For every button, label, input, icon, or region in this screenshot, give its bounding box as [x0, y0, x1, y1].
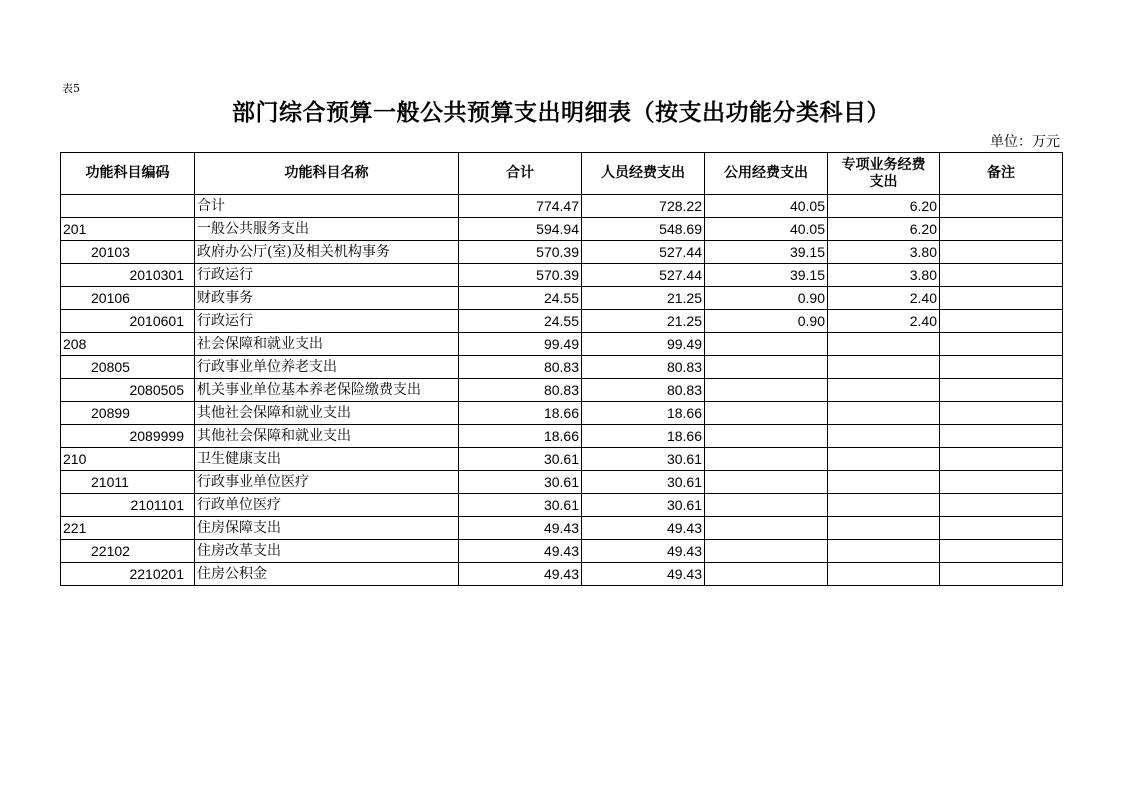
row-note-cell — [940, 310, 1063, 333]
row-public-cell — [705, 471, 828, 494]
row-name-cell: 住房保障支出 — [195, 517, 459, 540]
row-code-cell — [61, 195, 195, 218]
table-row — [61, 333, 1063, 356]
row-special-cell — [828, 494, 940, 517]
row-personnel-cell: 80.83 — [582, 379, 705, 402]
row-total-cell: 99.49 — [459, 333, 582, 356]
row-personnel-cell: 80.83 — [582, 356, 705, 379]
page-title: 部门综合预算一般公共预算支出明细表（按支出功能分类科目） — [232, 100, 890, 126]
table-row — [61, 195, 1063, 218]
row-special-cell — [828, 425, 940, 448]
row-name-cell: 财政事务 — [195, 287, 459, 310]
row-special-cell: 6.20 — [828, 218, 940, 241]
table-row — [61, 540, 1063, 563]
table-row — [61, 563, 1063, 586]
col-header-special — [828, 153, 940, 195]
row-public-cell: 0.90 — [705, 310, 828, 333]
row-personnel-cell: 49.43 — [582, 540, 705, 563]
row-name-cell: 社会保障和就业支出 — [195, 333, 459, 356]
row-public-cell — [705, 563, 828, 586]
table-row — [61, 402, 1063, 425]
row-total-cell: 49.43 — [459, 540, 582, 563]
row-total-cell: 30.61 — [459, 494, 582, 517]
row-public-cell: 39.15 — [705, 241, 828, 264]
row-name-cell: 合计 — [195, 195, 459, 218]
row-total-cell: 30.61 — [459, 448, 582, 471]
col-header-name: 功能科目名称 — [195, 153, 459, 195]
row-code-cell: 208 — [61, 333, 195, 356]
row-total-cell: 30.61 — [459, 471, 582, 494]
row-total-cell: 80.83 — [459, 356, 582, 379]
row-total-cell: 80.83 — [459, 379, 582, 402]
col-header-public: 公用经费支出 — [705, 153, 828, 195]
row-name-cell: 机关事业单位基本养老保险缴费支出 — [195, 379, 459, 402]
row-personnel-cell: 99.49 — [582, 333, 705, 356]
col-header-note: 备注 — [940, 153, 1063, 195]
table-row — [61, 264, 1063, 287]
row-code-cell: 2080505 — [61, 379, 195, 402]
row-code-cell: 2010301 — [61, 264, 195, 287]
row-note-cell — [940, 425, 1063, 448]
row-public-cell — [705, 356, 828, 379]
row-public-cell: 40.05 — [705, 218, 828, 241]
row-special-cell: 2.40 — [828, 287, 940, 310]
table-header — [61, 153, 1063, 195]
row-total-cell: 49.43 — [459, 563, 582, 586]
col-header-code: 功能科目编码 — [61, 153, 195, 195]
row-code-cell: 201 — [61, 218, 195, 241]
table-row — [61, 471, 1063, 494]
row-public-cell: 39.15 — [705, 264, 828, 287]
row-note-cell — [940, 402, 1063, 425]
row-special-cell — [828, 333, 940, 356]
row-note-cell — [940, 195, 1063, 218]
table-row — [61, 287, 1063, 310]
row-code-cell: 221 — [61, 517, 195, 540]
row-personnel-cell: 18.66 — [582, 425, 705, 448]
header-row — [61, 153, 1063, 195]
row-special-cell — [828, 448, 940, 471]
row-personnel-cell: 728.22 — [582, 195, 705, 218]
table-row — [61, 241, 1063, 264]
table-number: 表5 — [62, 82, 80, 95]
row-special-cell — [828, 356, 940, 379]
row-total-cell: 774.47 — [459, 195, 582, 218]
table-row — [61, 425, 1063, 448]
row-special-cell — [828, 563, 940, 586]
row-code-cell: 21011 — [61, 471, 195, 494]
row-note-cell — [940, 264, 1063, 287]
row-public-cell — [705, 448, 828, 471]
row-special-cell — [828, 379, 940, 402]
row-name-cell: 行政运行 — [195, 264, 459, 287]
row-note-cell — [940, 540, 1063, 563]
row-total-cell: 570.39 — [459, 264, 582, 287]
row-name-cell: 卫生健康支出 — [195, 448, 459, 471]
row-code-cell: 2010601 — [61, 310, 195, 333]
row-note-cell — [940, 287, 1063, 310]
row-total-cell: 49.43 — [459, 517, 582, 540]
row-public-cell — [705, 402, 828, 425]
row-personnel-cell: 18.66 — [582, 402, 705, 425]
row-code-cell: 20106 — [61, 287, 195, 310]
row-name-cell: 政府办公厅(室)及相关机构事务 — [195, 241, 459, 264]
row-name-cell: 其他社会保障和就业支出 — [195, 425, 459, 448]
row-personnel-cell: 30.61 — [582, 448, 705, 471]
table-row — [61, 517, 1063, 540]
row-personnel-cell: 527.44 — [582, 264, 705, 287]
row-special-cell — [828, 402, 940, 425]
row-code-cell: 2101101 — [61, 494, 195, 517]
row-name-cell: 行政事业单位医疗 — [195, 471, 459, 494]
row-special-cell — [828, 471, 940, 494]
row-note-cell — [940, 563, 1063, 586]
row-code-cell: 2089999 — [61, 425, 195, 448]
col-header-special-text: 专项业务经费支出 — [841, 156, 926, 190]
row-personnel-cell: 21.25 — [582, 310, 705, 333]
row-code-cell: 20103 — [61, 241, 195, 264]
table-row — [61, 494, 1063, 517]
row-note-cell — [940, 494, 1063, 517]
row-note-cell — [940, 448, 1063, 471]
row-special-cell: 3.80 — [828, 241, 940, 264]
row-note-cell — [940, 379, 1063, 402]
row-personnel-cell: 49.43 — [582, 563, 705, 586]
row-public-cell: 0.90 — [705, 287, 828, 310]
col-header-total: 合计 — [459, 153, 582, 195]
row-special-cell: 6.20 — [828, 195, 940, 218]
row-personnel-cell: 49.43 — [582, 517, 705, 540]
row-name-cell: 行政事业单位养老支出 — [195, 356, 459, 379]
row-personnel-cell: 30.61 — [582, 494, 705, 517]
row-public-cell — [705, 494, 828, 517]
row-special-cell: 3.80 — [828, 264, 940, 287]
row-total-cell: 594.94 — [459, 218, 582, 241]
col-header-personnel: 人员经费支出 — [582, 153, 705, 195]
row-public-cell — [705, 425, 828, 448]
row-personnel-cell: 548.69 — [582, 218, 705, 241]
row-public-cell — [705, 333, 828, 356]
row-name-cell: 住房改革支出 — [195, 540, 459, 563]
unit-label: 单位：万元 — [990, 134, 1060, 150]
table-row — [61, 356, 1063, 379]
row-name-cell: 一般公共服务支出 — [195, 218, 459, 241]
row-note-cell — [940, 218, 1063, 241]
row-note-cell — [940, 333, 1063, 356]
row-public-cell — [705, 540, 828, 563]
row-name-cell: 住房公积金 — [195, 563, 459, 586]
row-personnel-cell: 21.25 — [582, 287, 705, 310]
table-row — [61, 218, 1063, 241]
row-code-cell: 20805 — [61, 356, 195, 379]
row-total-cell: 18.66 — [459, 425, 582, 448]
row-special-cell — [828, 540, 940, 563]
row-total-cell: 24.55 — [459, 287, 582, 310]
row-public-cell — [705, 517, 828, 540]
row-personnel-cell: 527.44 — [582, 241, 705, 264]
row-code-cell: 20899 — [61, 402, 195, 425]
row-public-cell — [705, 379, 828, 402]
row-note-cell — [940, 517, 1063, 540]
row-personnel-cell: 30.61 — [582, 471, 705, 494]
row-public-cell: 40.05 — [705, 195, 828, 218]
row-total-cell: 570.39 — [459, 241, 582, 264]
row-code-cell: 2210201 — [61, 563, 195, 586]
budget-table — [60, 152, 1063, 586]
row-note-cell — [940, 471, 1063, 494]
row-special-cell: 2.40 — [828, 310, 940, 333]
table-row — [61, 379, 1063, 402]
row-name-cell: 其他社会保障和就业支出 — [195, 402, 459, 425]
table-row — [61, 448, 1063, 471]
row-code-cell: 22102 — [61, 540, 195, 563]
table-row — [61, 310, 1063, 333]
row-special-cell — [828, 517, 940, 540]
row-code-cell: 210 — [61, 448, 195, 471]
row-note-cell — [940, 241, 1063, 264]
row-name-cell: 行政运行 — [195, 310, 459, 333]
row-total-cell: 24.55 — [459, 310, 582, 333]
row-note-cell — [940, 356, 1063, 379]
row-name-cell: 行政单位医疗 — [195, 494, 459, 517]
table-body — [61, 195, 1063, 586]
row-total-cell: 18.66 — [459, 402, 582, 425]
